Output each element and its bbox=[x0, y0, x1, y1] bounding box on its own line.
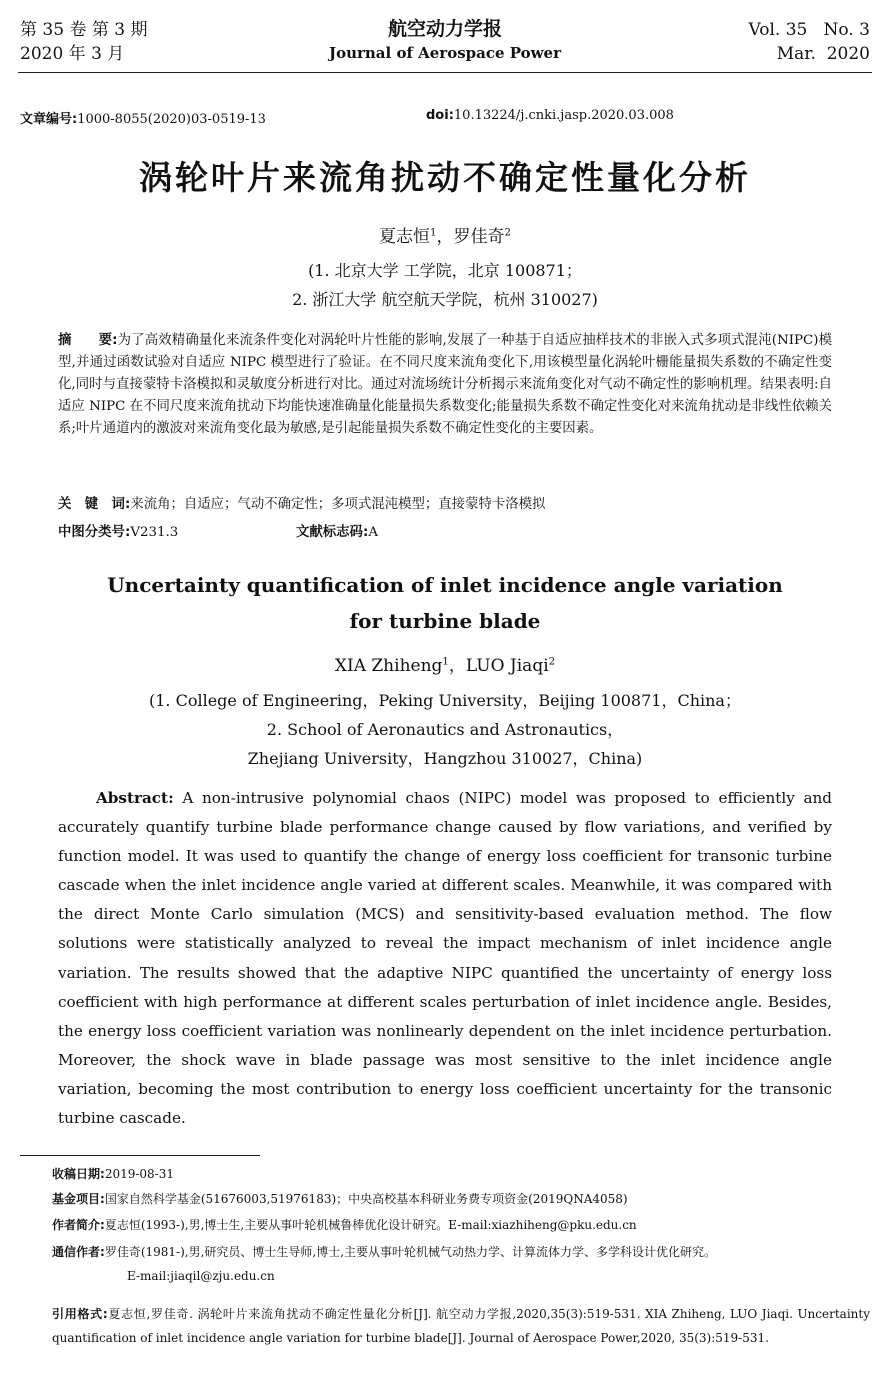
classification bbox=[58, 522, 838, 544]
doi-value: 10.13224/j.cnki.jasp.2020.03.008 bbox=[453, 108, 674, 123]
keywords-cn-label: 关 键 词: bbox=[58, 497, 131, 512]
corresponding-email: E-mail:jiaqil@zju.edu.cn bbox=[127, 1269, 275, 1283]
author-2-en: LUO Jiaqi bbox=[465, 656, 549, 676]
received-date: 2019-08-31 bbox=[104, 1167, 174, 1181]
header-rule bbox=[18, 72, 872, 73]
footnote-received bbox=[52, 1162, 870, 1186]
journal-name-cn: 航空动力学报 bbox=[387, 18, 502, 40]
fund-text: 国家自然科学基金(51676003,51976183)；中央高校基本科研业务费专项资金(2019QNA4058) bbox=[104, 1192, 628, 1206]
corresponding-label: 通信作者: bbox=[52, 1245, 105, 1259]
footnote-rule bbox=[20, 1155, 260, 1156]
abstract-cn-text: 为了高效精确量化来流条件变化对涡轮叶片性能的影响,发展了一种基于自适应抽样技术的非嵌入式多项式混沌(NIPC)模型,并通过函数试验对自适应 NIPC 模型进行了验证。在不同尺度来流角变化下,用该模型量化涡轮叶栅能量损失系数的不确定性变化,同时与直接蒙特卡洛模拟和灵敏度分析进行对比。通过对流场统计分析揭示来流角变化对气动不确定性的影响机理。结果表明:自适应 NIPC 在不同尺度来流角扰动下均能快速准确量化能量损失系数变化;能量损失系数不确定性变化对来流角扰动是非线性依赖关系;叶片通道内的激波对来流角变化最为敏感,是引起能量损失系数不确定性变化的主要因素。 bbox=[58, 333, 832, 436]
abstract-en-label: Abstract: bbox=[96, 789, 174, 807]
article-meta bbox=[20, 108, 870, 127]
keywords-cn-text: 来流角；自适应；气动不确定性；多项式混沌模型；直接蒙特卡洛模拟 bbox=[130, 497, 546, 512]
volume-issue-en: Vol. 35 No. 3 bbox=[748, 20, 870, 40]
abstract-cn bbox=[58, 330, 832, 440]
author-2-en-sup: 2 bbox=[548, 656, 556, 668]
citation-label: 引用格式: bbox=[52, 1307, 108, 1321]
abstract-cn-label: 摘 要: bbox=[58, 333, 118, 348]
author-en-sep: ， bbox=[448, 656, 466, 676]
date-cn: 2020 年 3 月 bbox=[20, 44, 125, 64]
abstract-en-text: A non-intrusive polynomial chaos (NIPC) model was proposed to efficiently and accurately quantify turbine blade performance change caused by flow variations, and verified by function model. It was used to quantify the change of energy loss coefficient for transonic turbine cascade when the inlet incidence angle varied at different scales. Meanwhile, it was compared with the direct Monte Carlo simulation (MCS) and sensitivity-based evaluation method. The flow solutions were statistically analyzed to reveal the impact mechanism of inlet incidence angle variation. The results showed that the adaptive NIPC quantified the uncertainty of energy loss coefficient with high performance at different scales perturbation of inlet incidence angle. Besides, the energy loss coefficient variation was nonlinearly dependent on the inlet incidence perturbation. Moreover, the shock wave in blade passage was most sensitive to the inlet incidence angle variation, becoming the most contribution to energy loss coefficient uncertainty for the transonic turbine cascade. bbox=[58, 789, 833, 1128]
doi-label: doi: bbox=[426, 108, 454, 123]
author-2-sup: 2 bbox=[504, 227, 511, 239]
journal-name-en: Journal of Aerospace Power bbox=[328, 44, 562, 62]
article-no: 1000-8055(2020)03-0519-13 bbox=[77, 112, 266, 127]
author-bio-text: 夏志恒(1993-),男,博士生,主要从事叶轮机械鲁棒优化设计研究。E-mail:xiazhiheng@pku.edu.cn bbox=[104, 1218, 637, 1232]
citation-format bbox=[52, 1302, 870, 1350]
author-2-cn: 罗佳奇 bbox=[453, 227, 505, 247]
authors-cn bbox=[0, 222, 890, 247]
title-cn: 涡轮叶片来流角扰动不确定性量化分析 bbox=[139, 158, 751, 197]
affiliation-cn-1: (1. 北京大学 工学院，北京 100871； bbox=[308, 261, 582, 280]
received-label: 收稿日期: bbox=[52, 1167, 105, 1181]
author-sep: ， bbox=[436, 227, 454, 247]
header-volume-en bbox=[749, 18, 870, 66]
date-en: Mar. 2020 bbox=[776, 44, 870, 64]
title-en-line-1: Uncertainty quantification of inlet incidence angle variation bbox=[107, 573, 783, 597]
corresponding-text: 罗佳奇(1981-),男,研究员、博士生导师,博士,主要从事叶轮机械气动热力学、计算流体力学、多学科设计优化研究。 bbox=[104, 1245, 717, 1259]
article-no-label: 文章编号: bbox=[20, 112, 78, 127]
clc-label: 中图分类号: bbox=[58, 525, 131, 540]
footnote-corresponding bbox=[52, 1240, 870, 1288]
affiliations-cn bbox=[0, 256, 890, 314]
authors-en bbox=[0, 651, 890, 676]
affiliation-cn-2: 2. 浙江大学 航空航天学院，杭州 310027) bbox=[292, 290, 598, 309]
affiliation-en-1: (1. College of Engineering，Peking University，Beijing 100871，China； bbox=[149, 691, 741, 710]
doc-code-label: 文献标志码: bbox=[296, 525, 369, 540]
affiliation-en-3: Zhejiang University，Hangzhou 310027，China) bbox=[247, 749, 643, 768]
clc-value: V231.3 bbox=[130, 525, 179, 540]
footnote-fund bbox=[52, 1187, 870, 1211]
keywords-cn bbox=[58, 494, 832, 516]
volume-issue-cn: 第 35 卷 第 3 期 bbox=[20, 20, 148, 40]
title-en bbox=[0, 567, 890, 639]
affiliation-en-2: 2. School of Aeronautics and Astronautics， bbox=[266, 720, 624, 739]
author-1-sup: 1 bbox=[430, 227, 437, 239]
fund-label: 基金项目: bbox=[52, 1192, 105, 1206]
footnote-author bbox=[52, 1213, 870, 1237]
doc-code-value: A bbox=[368, 525, 378, 540]
affiliations-en bbox=[0, 686, 890, 773]
author-1-cn: 夏志恒 bbox=[379, 227, 431, 247]
title-en-line-2: for turbine blade bbox=[349, 609, 541, 633]
citation-text: 夏志恒,罗佳奇. 涡轮叶片来流角扰动不确定性量化分析[J]. 航空动力学报,2020,35(3):519-531. XIA Zhiheng, LUO Jiaqi. Uncertainty quantification of inlet incidence angle variation for turbine blade[J]. Journal of Aerospace Power,2020, 35(3):519-531. bbox=[52, 1307, 870, 1345]
author-1-en: XIA Zhiheng bbox=[334, 656, 443, 676]
author-bio-label: 作者简介: bbox=[52, 1218, 105, 1232]
author-1-en-sup: 1 bbox=[442, 656, 449, 668]
abstract-en bbox=[58, 784, 832, 1133]
